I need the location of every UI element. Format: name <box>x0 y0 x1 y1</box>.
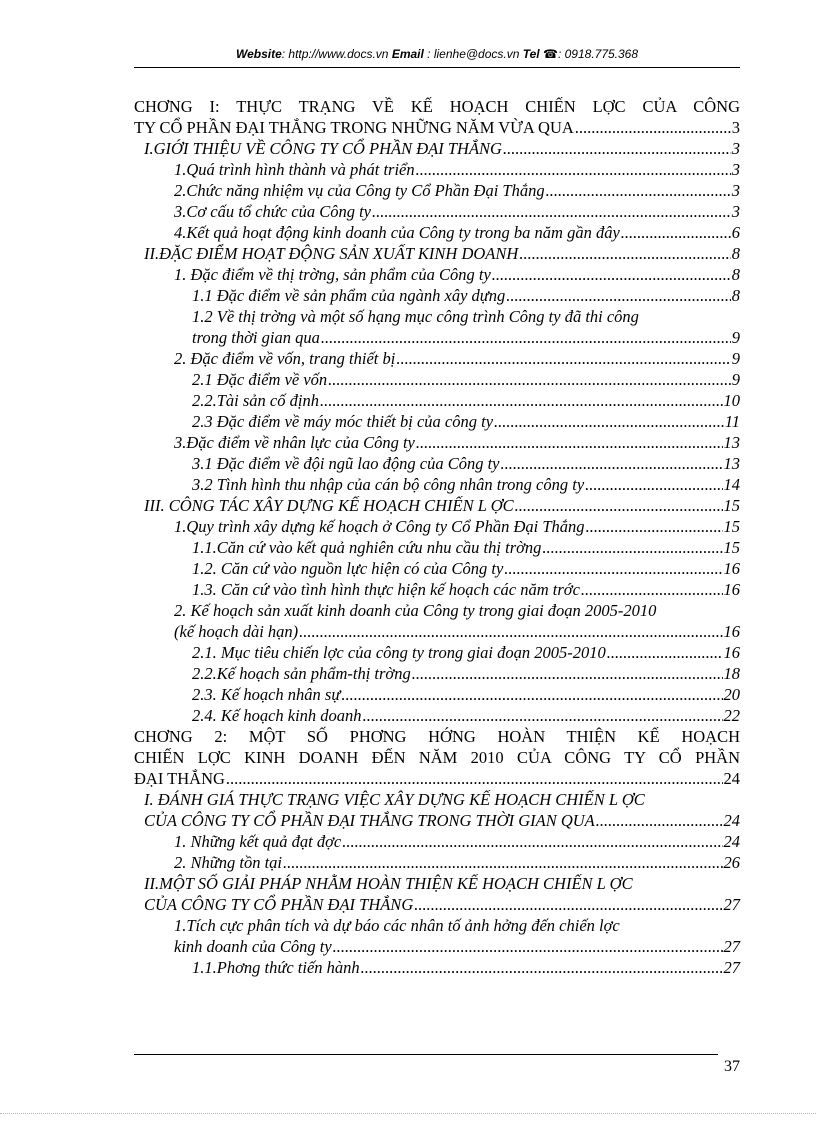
toc-leader-dots <box>342 831 722 852</box>
toc-page-number: 20 <box>723 685 740 704</box>
toc-leader-dots <box>575 117 731 138</box>
toc-page-number: 13 <box>723 433 740 452</box>
toc-page-number: 8 <box>731 244 740 263</box>
toc-entry-title: 2.3 Đặc điểm về máy móc thiết bị của công ty <box>192 412 494 431</box>
toc-entry[interactable] <box>134 285 740 306</box>
toc-entry[interactable] <box>134 495 740 516</box>
toc-leader-dots <box>328 369 731 390</box>
toc-entry[interactable] <box>134 579 740 600</box>
page-number: 37 <box>724 1058 740 1075</box>
toc-leader-dots <box>546 180 731 201</box>
toc-page-number: 11 <box>724 412 740 431</box>
toc-leader-dots <box>226 768 723 789</box>
toc-entry-title: 1.1.Căn cứ vào kết quả nghiên cứu nhu cầu thị trờng <box>192 538 542 557</box>
toc-entry[interactable] <box>134 390 740 411</box>
toc-entry[interactable] <box>134 873 740 915</box>
toc-entry[interactable] <box>134 411 740 432</box>
toc-leader-dots <box>503 138 731 159</box>
toc-leader-dots <box>607 642 723 663</box>
toc-entry-title: 2.1. Mục tiêu chiến lợc của công ty trong giai đoạn 2005-2010 <box>192 643 606 662</box>
toc-page-number: 18 <box>723 664 740 683</box>
toc-chapter[interactable] <box>134 726 740 789</box>
toc-leader-dots <box>416 432 723 453</box>
toc-entry[interactable] <box>134 789 740 831</box>
toc-entry-title-line: 2. Kế hoạch sản xuất kinh doanh của Công ty trong giai đoạn 2005-2010 <box>174 601 657 620</box>
table-of-contents <box>134 96 740 978</box>
toc-leader-dots <box>414 894 722 915</box>
toc-leader-dots <box>506 285 730 306</box>
toc-entry-title: CỦA CÔNG TY CỔ PHẦN ĐẠI THẮNG TRONG THỜI GIAN QUA <box>144 811 595 830</box>
toc-entry[interactable] <box>134 957 740 978</box>
page-header <box>134 47 740 61</box>
toc-leader-dots <box>501 453 723 474</box>
toc-entry-title: ĐẠI THẮNG <box>134 769 225 788</box>
toc-leader-dots <box>492 264 731 285</box>
toc-leader-dots <box>361 957 723 978</box>
page-bottom-border <box>0 1113 816 1114</box>
toc-page-number: 3 <box>731 160 740 179</box>
toc-entry[interactable] <box>134 369 740 390</box>
toc-leader-dots <box>596 810 723 831</box>
toc-entry[interactable] <box>134 642 740 663</box>
toc-page-number: 8 <box>731 265 740 284</box>
toc-entry[interactable] <box>134 516 740 537</box>
toc-entry-title: III. CÔNG TÁC XÂY DỰNG KẾ HOẠCH CHIẾN L ỢC <box>144 496 514 515</box>
footer-divider <box>134 1054 718 1055</box>
toc-entry-title: 2.1 Đặc điểm về vốn <box>192 370 328 389</box>
toc-leader-dots <box>621 222 731 243</box>
toc-entry[interactable] <box>134 705 740 726</box>
toc-entry-title-line: 1.2 Về thị trờng và một số hạng mục công trình Công ty đã thi công <box>192 307 639 326</box>
toc-leader-dots <box>494 411 724 432</box>
toc-entry[interactable] <box>134 600 740 642</box>
toc-page-number: 15 <box>723 496 740 515</box>
toc-entry-title: 3.2 Tình hình thu nhập của cán bộ công nhân trong công ty <box>192 475 585 494</box>
toc-leader-dots <box>333 936 723 957</box>
toc-leader-dots <box>416 159 731 180</box>
toc-entry-title: (kế hoạch dài hạn) <box>174 622 299 641</box>
header-divider <box>134 67 740 68</box>
toc-entry-title: 3.Cơ cấu tổ chức của Công ty <box>174 202 371 221</box>
toc-leader-dots <box>585 474 722 495</box>
toc-leader-dots <box>504 558 722 579</box>
toc-entry-title-line: 1.Tích cực phân tích và dự báo các nhân tố ảnh hởng đến chiến lợc <box>174 916 620 935</box>
tel-value: : 0918.775.368 <box>557 47 639 61</box>
email-label: Email <box>391 47 424 61</box>
toc-entry-title: 1.Quá trình hình thành và phát triển <box>174 160 415 179</box>
toc-entry[interactable] <box>134 306 740 348</box>
toc-leader-dots <box>299 621 722 642</box>
toc-entry[interactable] <box>134 558 740 579</box>
toc-page-number: 15 <box>723 538 740 557</box>
toc-entry-title: 2.2.Tài sản cố định <box>192 391 319 410</box>
toc-leader-dots <box>581 579 723 600</box>
toc-entry[interactable] <box>134 684 740 705</box>
toc-entry[interactable] <box>134 432 740 453</box>
toc-leader-dots <box>372 201 731 222</box>
toc-entry-title: 1. Đặc điểm về thị trờng, sản phẩm của Công ty <box>174 265 491 284</box>
toc-leader-dots <box>519 243 730 264</box>
toc-entry-title: kinh doanh của Công ty <box>174 937 332 956</box>
toc-leader-dots <box>363 705 723 726</box>
toc-entry-title: 2.4. Kế hoạch kinh doanh <box>192 706 362 725</box>
toc-page-number: 13 <box>723 454 740 473</box>
toc-page-number: 26 <box>723 853 740 872</box>
toc-entry-title: 2.3. Kế hoạch nhân sự <box>192 685 341 704</box>
toc-entry[interactable] <box>134 264 740 285</box>
toc-leader-dots <box>396 348 730 369</box>
toc-entry[interactable] <box>134 201 740 222</box>
toc-leader-dots <box>542 537 722 558</box>
email-value: : lienhe@docs.vn <box>427 47 520 61</box>
toc-page-number: 16 <box>723 580 740 599</box>
toc-page-number: 8 <box>731 286 740 305</box>
toc-entry-title: 4.Kết quả hoạt động kinh doanh của Công ty trong ba năm gần đây <box>174 223 620 242</box>
toc-leader-dots <box>586 516 723 537</box>
toc-page-number: 24 <box>723 832 740 851</box>
toc-entry[interactable] <box>134 537 740 558</box>
toc-entry[interactable] <box>134 138 740 159</box>
toc-entry-title: 3.1 Đặc điểm về đội ngũ lao động của Công ty <box>192 454 500 473</box>
toc-page-number: 27 <box>723 895 740 914</box>
toc-page-number: 16 <box>723 622 740 641</box>
toc-entry[interactable] <box>134 180 740 201</box>
toc-leader-dots <box>320 390 723 411</box>
toc-entry[interactable] <box>134 222 740 243</box>
toc-leader-dots <box>412 663 723 684</box>
toc-entry-title: II.ĐẶC ĐIỂM HOẠT ĐỘNG SẢN XUẤT KINH DOANH <box>144 244 519 263</box>
toc-entry-title: 1.1.Phơng thức tiến hành <box>192 958 360 977</box>
toc-entry[interactable] <box>134 159 740 180</box>
toc-entry-title: CỦA CÔNG TY CỔ PHẦN ĐẠI THẮNG <box>144 895 414 914</box>
toc-entry[interactable] <box>134 852 740 873</box>
toc-entry[interactable] <box>134 453 740 474</box>
toc-entry-title-line: CHIẾN LỢC KINH DOANH ĐẾN NĂM 2010 CỦA CÔNG TY CỔ PHẦN <box>134 748 740 767</box>
toc-chapter[interactable] <box>134 96 740 138</box>
toc-page-number: 3 <box>731 181 740 200</box>
toc-entry-title: 1. Những kết quả đạt đợc <box>174 832 342 851</box>
toc-entry[interactable] <box>134 915 740 957</box>
toc-entry-title-line: I. ĐÁNH GIÁ THỰC TRẠNG VIỆC XÂY DỰNG KẾ HOẠCH CHIẾN L ỢC <box>144 790 645 809</box>
toc-entry-title-line: CHƠNG 2: MỘT SỐ PHƠNG HỚNG HOÀN THIỆN KẾ HOẠCH <box>134 727 740 746</box>
toc-page-number: 16 <box>723 643 740 662</box>
toc-page-number: 16 <box>723 559 740 578</box>
tel-label: Tel <box>522 47 540 61</box>
toc-page-number: 10 <box>723 391 740 410</box>
toc-leader-dots <box>515 495 723 516</box>
toc-page-number: 3 <box>731 202 740 221</box>
toc-leader-dots <box>283 852 722 873</box>
website-label: Website <box>235 47 282 61</box>
toc-entry-title: TY CỔ PHẦN ĐẠI THẮNG TRONG NHỮNG NĂM VỪA QUA <box>134 118 574 137</box>
phone-icon: ☎ <box>543 47 558 61</box>
toc-page-number: 24 <box>723 811 740 830</box>
toc-page-number: 9 <box>731 328 740 347</box>
toc-entry[interactable] <box>134 831 740 852</box>
toc-page-number: 3 <box>731 139 740 158</box>
toc-entry[interactable] <box>134 243 740 264</box>
toc-page-number: 9 <box>731 370 740 389</box>
toc-leader-dots <box>341 684 722 705</box>
toc-entry-title: trong thời gian qua <box>192 328 320 347</box>
toc-entry-title-line: II.MỘT SỐ GIẢI PHÁP NHẰM HOÀN THIỆN KẾ HOẠCH CHIẾN L ỢC <box>144 874 633 893</box>
toc-entry-title: 1.Quy trình xây dựng kế hoạch ở Công ty Cổ Phần Đại Thắng <box>174 517 585 536</box>
toc-page-number: 27 <box>723 937 740 956</box>
toc-page-number: 9 <box>731 349 740 368</box>
toc-page-number: 3 <box>731 118 740 137</box>
toc-entry-title: 1.1 Đặc điểm về sản phẩm của ngành xây dựng <box>192 286 506 305</box>
toc-page-number: 6 <box>731 223 740 242</box>
toc-entry[interactable] <box>134 474 740 495</box>
toc-entry-title-line: CHƠNG I: THỰC TRẠNG VỀ KẾ HOẠCH CHIẾN LỢC CỦA CÔNG <box>134 97 740 116</box>
toc-entry-title: 1.2. Căn cứ vào nguồn lực hiện có của Công ty <box>192 559 504 578</box>
website-value: : http://www.docs.vn <box>281 47 389 61</box>
toc-entry-title: 2. Những tồn tại <box>174 853 283 872</box>
toc-entry-title: 2.2.Kế hoạch sản phẩm-thị trờng <box>192 664 411 683</box>
toc-entry[interactable] <box>134 348 740 369</box>
toc-entry-title: I.GIỚI THIỆU VỀ CÔNG TY CỔ PHẦN ĐẠI THẮNG <box>144 139 502 158</box>
toc-entry-title: 1.3. Căn cứ vào tình hình thực hiện kế hoạch các năm trớc <box>192 580 580 599</box>
toc-leader-dots <box>321 327 731 348</box>
toc-page-number: 24 <box>723 769 740 788</box>
toc-page-number: 27 <box>723 958 740 977</box>
toc-entry-title: 2.Chức năng nhiệm vụ của Công ty Cổ Phần Đại Thắng <box>174 181 545 200</box>
toc-entry[interactable] <box>134 663 740 684</box>
toc-page-number: 22 <box>723 706 740 725</box>
toc-entry-title: 3.Đặc điểm về nhân lực của Công ty <box>174 433 415 452</box>
toc-page-number: 14 <box>723 475 740 494</box>
toc-entry-title: 2. Đặc điểm về vốn, trang thiết bị <box>174 349 396 368</box>
toc-page-number: 15 <box>723 517 740 536</box>
